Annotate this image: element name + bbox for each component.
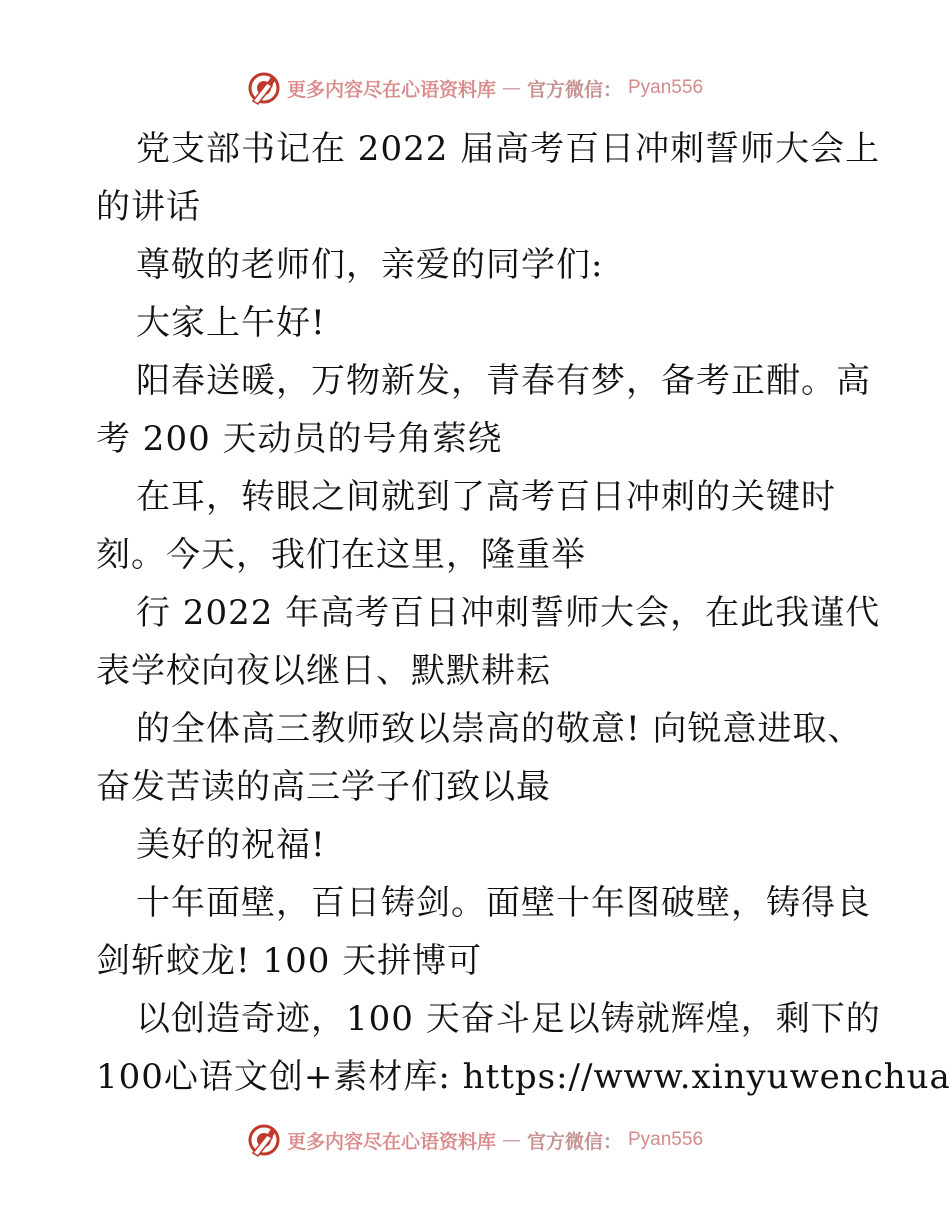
banner-wechat-label: 官方微信：	[526, 1130, 622, 1153]
banner-wechat-label: 官方微信：	[526, 78, 622, 101]
text-line: 的讲话	[96, 187, 201, 227]
text-line: 美好的祝福!	[136, 825, 326, 865]
header-banner	[0, 68, 950, 108]
text-line: 大家上午好!	[136, 303, 326, 343]
pen-logo-icon	[247, 71, 281, 105]
text-line: 的全体高三教师致以崇高的敬意! 向锐意进取、	[136, 709, 863, 749]
text-line: 党支部书记在 2022 届高考百日冲刺誓师大会上	[136, 129, 881, 169]
pen-logo-icon	[247, 1123, 281, 1157]
document-body	[96, 120, 951, 1106]
banner-wechat-id: Pyan556	[628, 1129, 704, 1150]
text-line: 以创造奇迹，100 天奋斗足以铸就辉煌，剩下的	[136, 999, 881, 1039]
text-line: 十年面壁，百日铸剑。面壁十年图破壁，铸得良	[136, 883, 871, 923]
text-line: 表学校向夜以继日、默默耕耘	[96, 651, 551, 691]
text-line: 在耳，转眼之间就到了高考百日冲刺的关键时	[136, 477, 836, 517]
banner-wechat-id: Pyan556	[628, 77, 704, 98]
banner-main-text: 更多内容尽在心语资料库	[286, 78, 496, 101]
text-line: 100心语文创+素材库: https://www.xinyuwenchua	[96, 1057, 951, 1097]
text-line: 阳春送暖，万物新发，青春有梦，备考正酣。高	[136, 361, 871, 401]
text-line: 行 2022 年高考百日冲刺誓师大会，在此我谨代	[136, 593, 881, 633]
text-line: 考 200 天动员的号角萦绕	[96, 419, 503, 459]
banner-main-text: 更多内容尽在心语资料库	[286, 1130, 496, 1153]
footer-banner	[0, 1120, 950, 1160]
text-line: 刻。今天，我们在这里，隆重举	[96, 535, 586, 575]
banner-separator: —	[501, 1129, 521, 1151]
text-line: 尊敬的老师们，亲爱的同学们:	[136, 245, 604, 285]
text-line: 奋发苦读的高三学子们致以最	[96, 767, 551, 807]
banner-separator: —	[501, 77, 521, 99]
text-line: 剑斩蛟龙! 100 天拼博可	[96, 941, 483, 981]
